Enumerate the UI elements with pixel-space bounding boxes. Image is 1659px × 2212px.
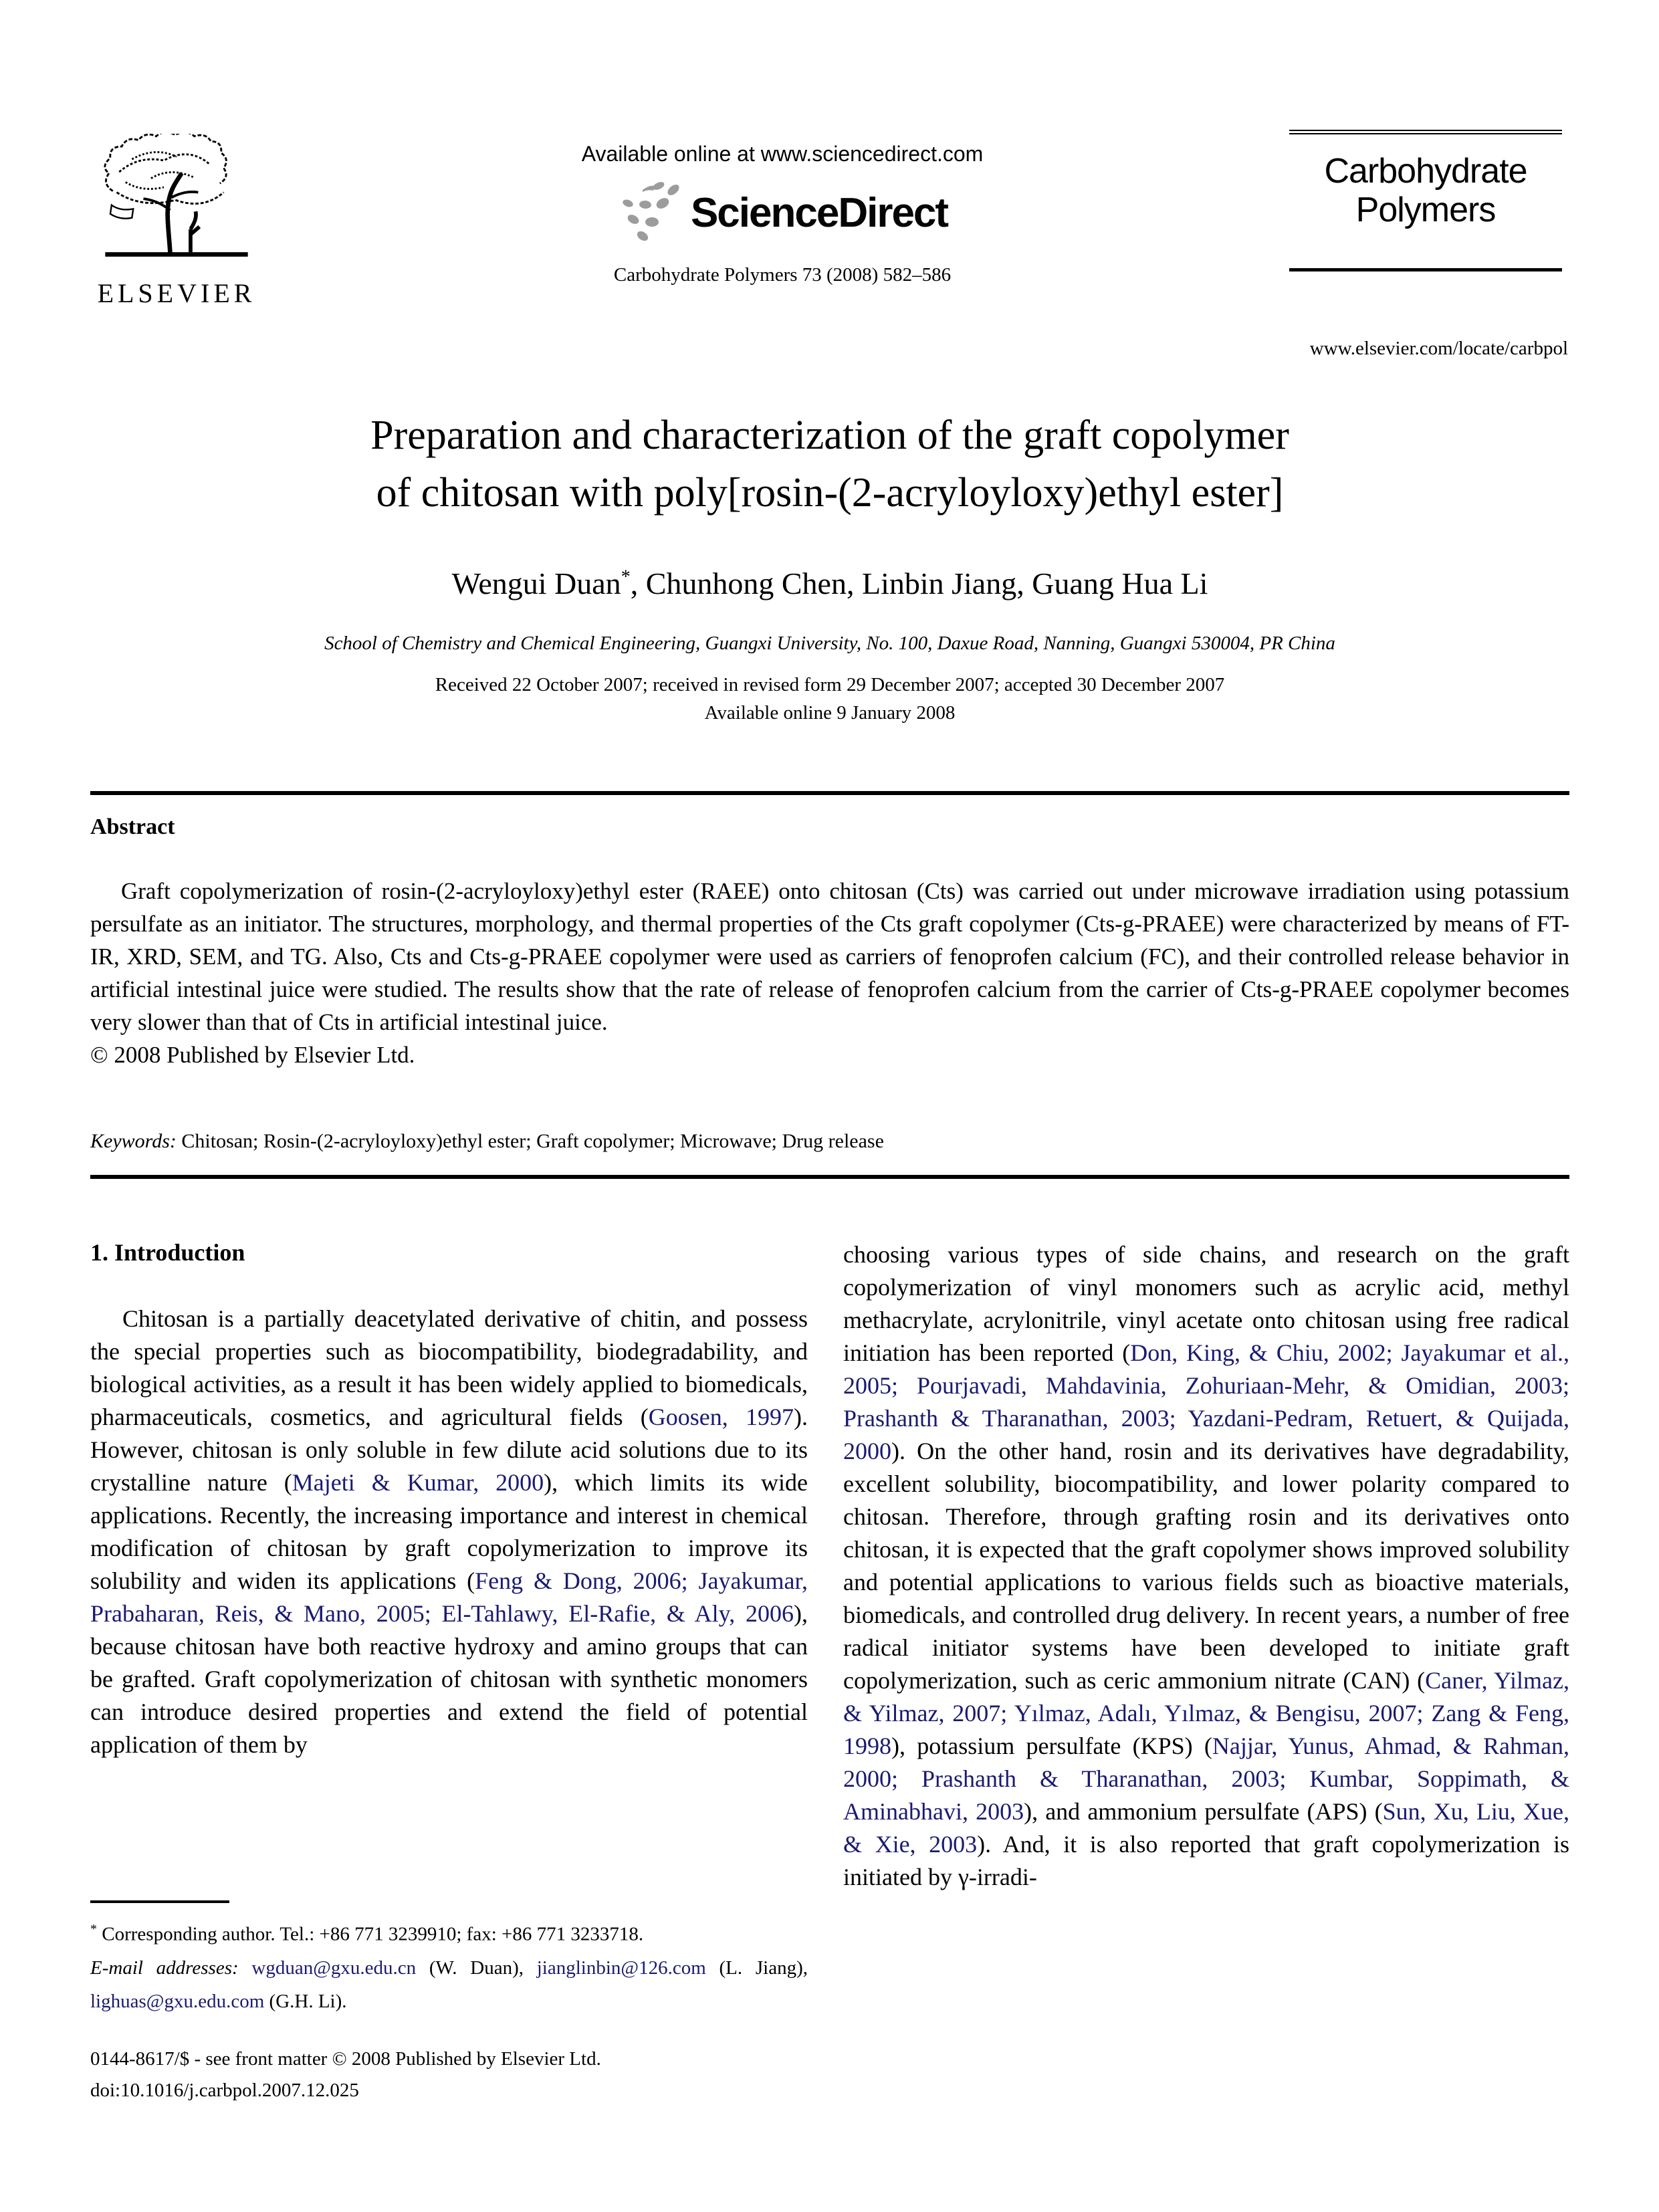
body-text: ). And, it is also reported that graft copolymerization is initiated by γ-irradi- <box>843 1831 1569 1890</box>
email-link[interactable]: wgduan@gxu.edu.cn <box>251 1957 417 1979</box>
citation-link[interactable]: Feng & Dong, 2006; Jayakumar, Prabaharan, Reis, & Mano, 2005; El-Tahlawy, El-Rafie, & Aly, 2006 <box>90 1567 808 1627</box>
email-owner: (W. Duan), <box>416 1957 537 1979</box>
body-text: Chitosan is a partially deacetylated derivative of chitin, and possess the special properties such as biocompatibility, biodegradability, and biological activities, as a result it has been widely applied to biomedicals, pharmaceuticals, cosmetics, and agricultural fields ( <box>90 1305 808 1430</box>
available-online-text: Available online at www.sciencedirect.com <box>581 142 984 166</box>
citation-link[interactable]: Sun, Xu, Liu, Xue, & Xie, 2003 <box>843 1798 1569 1858</box>
footnote-text: Corresponding author. Tel.: +86 771 3239910; fax: +86 771 3233718. <box>97 1923 644 1945</box>
citation-link[interactable]: Goosen, 1997 <box>648 1404 794 1430</box>
email-link[interactable]: lighuas@gxu.edu.com <box>90 1990 265 2012</box>
journal-name-box <box>1289 130 1562 271</box>
sciencedirect-logo-text: ScienceDirect <box>690 189 948 236</box>
body-text: ), and ammonium persulfate (APS) ( <box>1024 1798 1383 1825</box>
abstract-body <box>90 875 1569 1071</box>
email-owner: (L. Jiang), <box>705 1957 808 1979</box>
section-heading-introduction: 1. Introduction <box>90 1239 245 1266</box>
left-column <box>90 1238 808 1894</box>
issn-line: 0144-8617/$ - see front matter © 2008 Published by Elsevier Ltd. <box>90 2048 601 2070</box>
email-owner: (G.H. Li). <box>264 1990 347 2012</box>
email-addresses-note <box>90 1951 808 2018</box>
footnote-rule <box>90 1900 229 1903</box>
footnote-asterisk: * <box>90 1922 97 1937</box>
journal-name-line2: Polymers <box>1355 191 1496 229</box>
authors-rest: , Chunhong Chen, Linbin Jiang, Guang Hua Li <box>630 566 1208 600</box>
sciencedirect-dots-icon <box>617 179 684 246</box>
author-list <box>90 566 1569 601</box>
article-history: Received 22 October 2007; received in revised form 29 December 2007; accepted 30 December 2007 <box>435 674 1225 695</box>
footer-block <box>90 2043 893 2106</box>
available-online-date: Available online 9 January 2008 <box>704 702 956 724</box>
citation-link[interactable]: Najjar, Yunus, Ahmad, & Rahman, 2000; Prashanth & Tharanathan, 2003; Kumbar, Soppimath, & Aminabhavi, 2003 <box>843 1733 1569 1825</box>
abstract-heading: Abstract <box>90 814 175 839</box>
citation-link[interactable]: Caner, Yilmaz, & Yilmaz, 2007; Yılmaz, Adalı, Yılmaz, & Bengisu, 2007; Zang & Feng, 1998 <box>843 1667 1569 1759</box>
body-text: choosing various types of side chains, and research on the graft copolymerization of vinyl monomers such as acrylic acid, methyl methacrylate, acrylonitrile, vinyl acetate onto chitosan using free radical initiation has been reported ( <box>843 1241 1569 1366</box>
elsevier-logo <box>86 134 267 309</box>
elsevier-tree-icon <box>90 259 263 270</box>
elsevier-logo-word: ELSEVIER <box>97 278 256 308</box>
body-text: ). On the other hand, rosin and its derivatives have degradability, excellent solubility, biocompatibility, and lower polarity compared to chitosan. Therefore, through grafting rosin and its derivatives onto chitosan, it is expected that the graft copolymer shows improved solubility and potential applications to various fields such as bioactive materials, biomedicals, and controlled drug delivery. In recent years, a number of free radical initiator systems have been developed to initiate graft copolymerization, such as ceric ammonium nitrate (CAN) ( <box>843 1438 1569 1694</box>
article-body-columns <box>90 1238 1569 1894</box>
page-title <box>90 407 1569 522</box>
journal-citation: Carbohydrate Polymers 73 (2008) 582–586 <box>613 264 952 286</box>
journal-url-link[interactable]: www.elsevier.com/locate/carbpol <box>1309 338 1568 359</box>
divider-top <box>90 791 1569 795</box>
keywords-text: Chitosan; Rosin-(2-acryloyloxy)ethyl ester; Graft copolymer; Microwave; Drug release <box>176 1130 884 1152</box>
body-text: ), potassium persulfate (KPS) ( <box>891 1733 1212 1759</box>
footnote-block <box>90 1900 808 2018</box>
author-first: Wengui Duan <box>451 566 621 600</box>
header-center <box>408 142 1157 286</box>
citation-link[interactable]: Majeti & Kumar, 2000 <box>292 1469 544 1496</box>
introduction-paragraph-right <box>843 1238 1569 1894</box>
emails-label: E-mail addresses: <box>90 1957 252 1979</box>
copyright-line: © 2008 Published by Elsevier Ltd. <box>90 1042 415 1068</box>
title-line-1: Preparation and characterization of the graft copolymer <box>370 413 1289 458</box>
right-column <box>843 1238 1569 1894</box>
citation-link[interactable]: Don, King, & Chiu, 2002; Jayakumar et al., 2005; Pourjavadi, Mahdavinia, Zohuriaan-Mehr, & Omidian, 2003; Prashanth & Tharanathan, 2003; Yazdani-Pedram, Retuert, & Quijada, 2000 <box>843 1339 1569 1464</box>
keywords-line <box>90 1130 1569 1153</box>
keywords-label: Keywords: <box>90 1130 177 1152</box>
body-text: ). However, chitosan is only soluble in few dilute acid solutions due to its crystalline nature ( <box>90 1404 808 1496</box>
corresponding-author-marker[interactable]: * <box>621 566 631 588</box>
journal-name-line1: Carbohydrate <box>1324 152 1527 191</box>
corresponding-author-note <box>90 1912 808 1951</box>
title-line-2: of chitosan with poly[rosin-(2-acryloyloxy)ethyl ester] <box>376 470 1284 516</box>
abstract-text: Graft copolymerization of rosin-(2-acryloyloxy)ethyl ester (RAEE) onto chitosan (Cts) was carried out under microwave irradiation using potassium persulfate as an initiator. The structures, morphology, and thermal properties of the Cts graft copolymer (Cts-g-PRAEE) were characterized by means of FT-IR, XRD, SEM, and TG. Also, Cts and Cts-g-PRAEE copolymer were used as carriers of fenoprofen calcium (FC), and their controlled release behavior in artificial intestinal juice were studied. The results show that the rate of release of fenoprofen calcium from the carrier of Cts-g-PRAEE copolymer becomes very slower than that of Cts in artificial intestinal juice. <box>90 878 1569 1035</box>
sciencedirect-logo[interactable] <box>408 176 1157 249</box>
affiliation: School of Chemistry and Chemical Engineering, Guangxi University, No. 100, Daxue Road, Nanning, Guangxi 530004, PR China <box>324 633 1335 654</box>
body-text: ), because chitosan have both reactive hydroxy and amino groups that can be grafted. Graft copolymerization of chitosan with synthetic monomers can introduce desired properties and extend the field of potential application of them by <box>90 1600 808 1758</box>
body-text: ), which limits its wide applications. Recently, the increasing importance and interest in chemical modification of chitosan by graft copolymerization to improve its solubility and widen its applications ( <box>90 1469 808 1594</box>
introduction-paragraph-left <box>90 1303 808 1761</box>
email-link[interactable]: jianglinbin@126.com <box>536 1957 706 1979</box>
divider-keywords <box>90 1175 1569 1179</box>
doi-line: doi:10.1016/j.carbpol.2007.12.025 <box>90 2080 359 2101</box>
